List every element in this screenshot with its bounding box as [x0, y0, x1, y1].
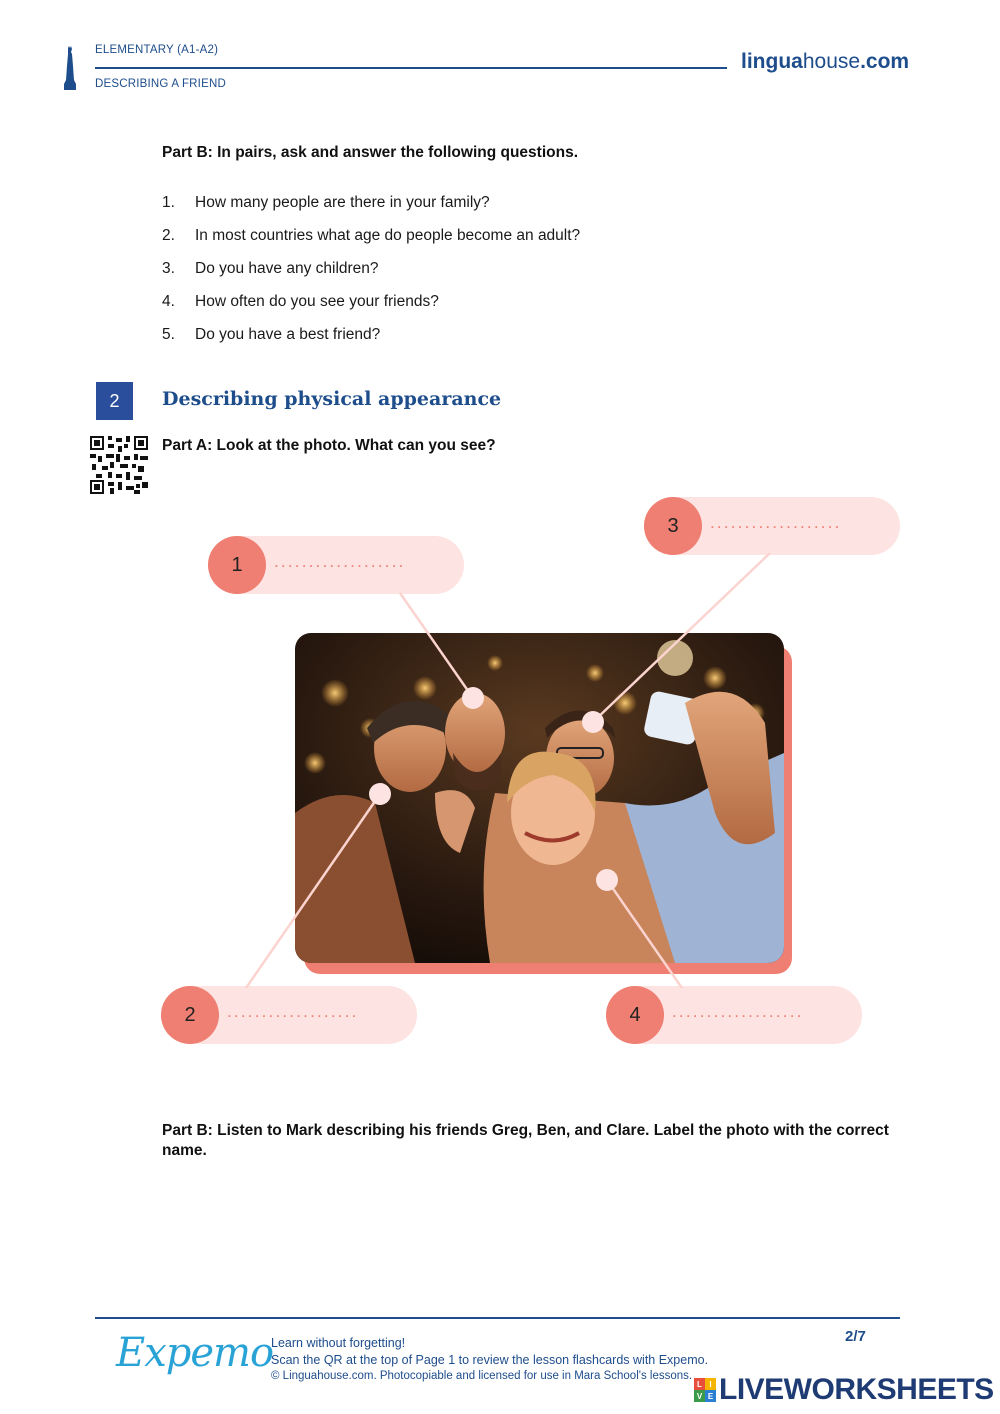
label-number-badge: 3: [644, 497, 702, 555]
question-item: [162, 293, 862, 326]
label-2-field[interactable]: [161, 986, 417, 1044]
footer-copyright: © Linguahouse.com. Photocopiable and licensed for use in Mara School's lessons.: [271, 1370, 693, 1382]
page-number: 2/7: [845, 1328, 866, 1345]
linguahouse-logo[interactable]: linguahouse.com: [741, 50, 910, 73]
part-b-listening-heading: Part B: Listen to Mark describing his friends Greg, Ben, and Clare. Label the photo with the correct name.: [162, 1122, 889, 1159]
liveworksheets-wordmark: LIVEWORKSHEETS: [719, 1373, 994, 1406]
label-number-badge: 2: [161, 986, 219, 1044]
question-text: Do you have any children?: [195, 260, 379, 277]
label-3-field[interactable]: [644, 497, 900, 555]
liveworksheets-logo[interactable]: [694, 1373, 994, 1407]
footer-divider: [95, 1317, 900, 1319]
answer-blank: ...................: [274, 552, 406, 571]
expemo-logo[interactable]: Expemo: [116, 1330, 274, 1376]
statue-of-liberty-icon: [62, 46, 78, 90]
question-number: 5.: [162, 326, 175, 343]
question-text: Do you have a best friend?: [195, 326, 381, 343]
question-number: 1.: [162, 194, 175, 211]
footer-tagline: Learn without forgetting!: [271, 1336, 406, 1350]
topic-label: DESCRIBING A FRIEND: [95, 78, 226, 90]
label-1-field[interactable]: [208, 536, 464, 594]
answer-blank: ...................: [710, 513, 842, 532]
level-label: ELEMENTARY (A1-A2): [95, 44, 219, 56]
question-item: [162, 227, 862, 260]
part-a-heading: Part A: Look at the photo. What can you see?: [162, 437, 496, 454]
question-number: 2.: [162, 227, 175, 244]
label-number-badge: 4: [606, 986, 664, 1044]
qr-code-icon[interactable]: [90, 436, 148, 494]
question-list: [162, 194, 862, 359]
liveworksheets-icon: L I V E: [694, 1378, 716, 1402]
footer-text: [271, 1335, 708, 1385]
label-number-badge: 1: [208, 536, 266, 594]
section-number-badge: 2: [96, 382, 133, 420]
question-item: [162, 260, 862, 293]
question-text: In most countries what age do people become an adult?: [195, 227, 581, 244]
answer-blank: ...................: [672, 1002, 804, 1021]
question-number: 4.: [162, 293, 175, 310]
friends-selfie-photo: [295, 633, 784, 963]
question-item: [162, 194, 862, 227]
question-number: 3.: [162, 260, 175, 277]
question-item: [162, 326, 862, 359]
answer-blank: ...................: [227, 1002, 359, 1021]
footer-instruction: Scan the QR at the top of Page 1 to review the lesson flashcards with Expemo.: [271, 1352, 709, 1367]
part-b-questions-heading: Part B: In pairs, ask and answer the following questions.: [162, 144, 578, 161]
label-4-field[interactable]: [606, 986, 862, 1044]
question-text: How often do you see your friends?: [195, 293, 439, 310]
question-text: How many people are there in your family?: [195, 194, 490, 211]
section-title: Describing physical appearance: [162, 388, 502, 410]
header-divider: [95, 67, 727, 69]
